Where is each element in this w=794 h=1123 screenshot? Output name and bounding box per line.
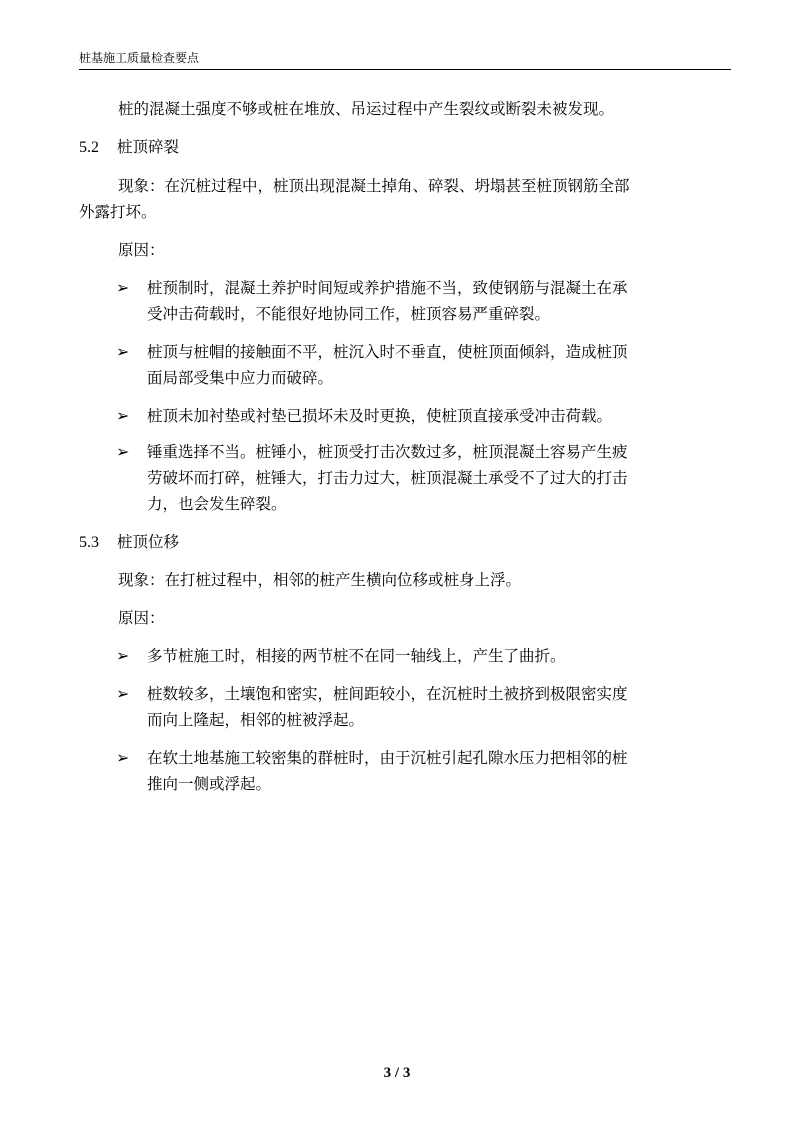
intro-line: 桩的混凝土强度不够或桩在堆放、吊运过程中产生裂纹或断裂未被发现。 (118, 100, 615, 118)
section-number: 5.3 (79, 534, 99, 551)
bullet-arrow-icon: ➢ (116, 748, 130, 767)
section-heading-5-2 (79, 133, 179, 162)
bullet-line: 劳破坏而打碎，桩锤大，打击力过大，桩顶混凝土承受不了过大的打击 (147, 469, 628, 487)
header-title: 桩基施工质量检查要点 (79, 51, 200, 65)
page-number: 3 / 3 (383, 1065, 411, 1081)
bullet-line: 在软土地基施工较密集的群桩时，由于沉桩引起孔隙水压力把相邻的桩 (147, 749, 628, 767)
section-title: 桩顶碎裂 (117, 138, 180, 156)
cause-label: 原因： (118, 609, 165, 627)
bullet-arrow-icon: ➢ (116, 442, 130, 461)
bullet-line: 受冲击荷载时，不能很好地协同工作，桩顶容易严重碎裂。 (147, 305, 551, 323)
bullet-line: 桩预制时，混凝土养护时间短或养护措施不当，致使钢筋与混凝土在承 (147, 279, 628, 297)
bullet-arrow-icon: ➢ (116, 646, 130, 665)
section-number: 5.2 (79, 139, 99, 156)
bullet-line: 桩数较多，土壤饱和密实，桩间距较小，在沉桩时土被挤到极限密实度 (147, 685, 628, 703)
bullet-line: 力，也会发生碎裂。 (147, 495, 287, 513)
bullet-line: 推向一侧或浮起。 (147, 775, 272, 793)
bullet-arrow-icon: ➢ (116, 342, 130, 361)
bullet-arrow-icon: ➢ (116, 406, 130, 425)
bullet-line: 桩顶未加衬垫或衬垫已损坏未及时更换，使桩顶直接承受冲击荷载。 (147, 407, 613, 425)
phenomenon-line: 现象：在打桩过程中，相邻的桩产生横向位移或桩身上浮。 (118, 571, 522, 589)
phenomenon-line: 外露打坏。 (79, 203, 157, 221)
bullet-line: 桩顶与桩帽的接触面不平，桩沉入时不垂直，使桩顶面倾斜，造成桩顶 (147, 343, 628, 361)
bullet-line: 多节桩施工时，相接的两节桩不在同一轴线上，产生了曲折。 (147, 647, 566, 665)
section-title: 桩顶位移 (117, 533, 180, 551)
section-heading-5-3 (79, 528, 179, 557)
bullet-line: 锤重选择不当。桩锤小，桩顶受打击次数过多，桩顶混凝土容易产生疲 (147, 443, 628, 461)
bullet-arrow-icon: ➢ (116, 684, 130, 703)
cause-label: 原因： (118, 241, 165, 259)
bullet-line: 而向上隆起，相邻的桩被浮起。 (147, 711, 365, 729)
bullet-line: 面局部受集中应力而破碎。 (147, 369, 334, 387)
bullet-arrow-icon: ➢ (116, 278, 130, 297)
phenomenon-line: 现象：在沉桩过程中，桩顶出现混凝土掉角、碎裂、坍塌甚至桩顶钢筋全部 (118, 177, 630, 195)
